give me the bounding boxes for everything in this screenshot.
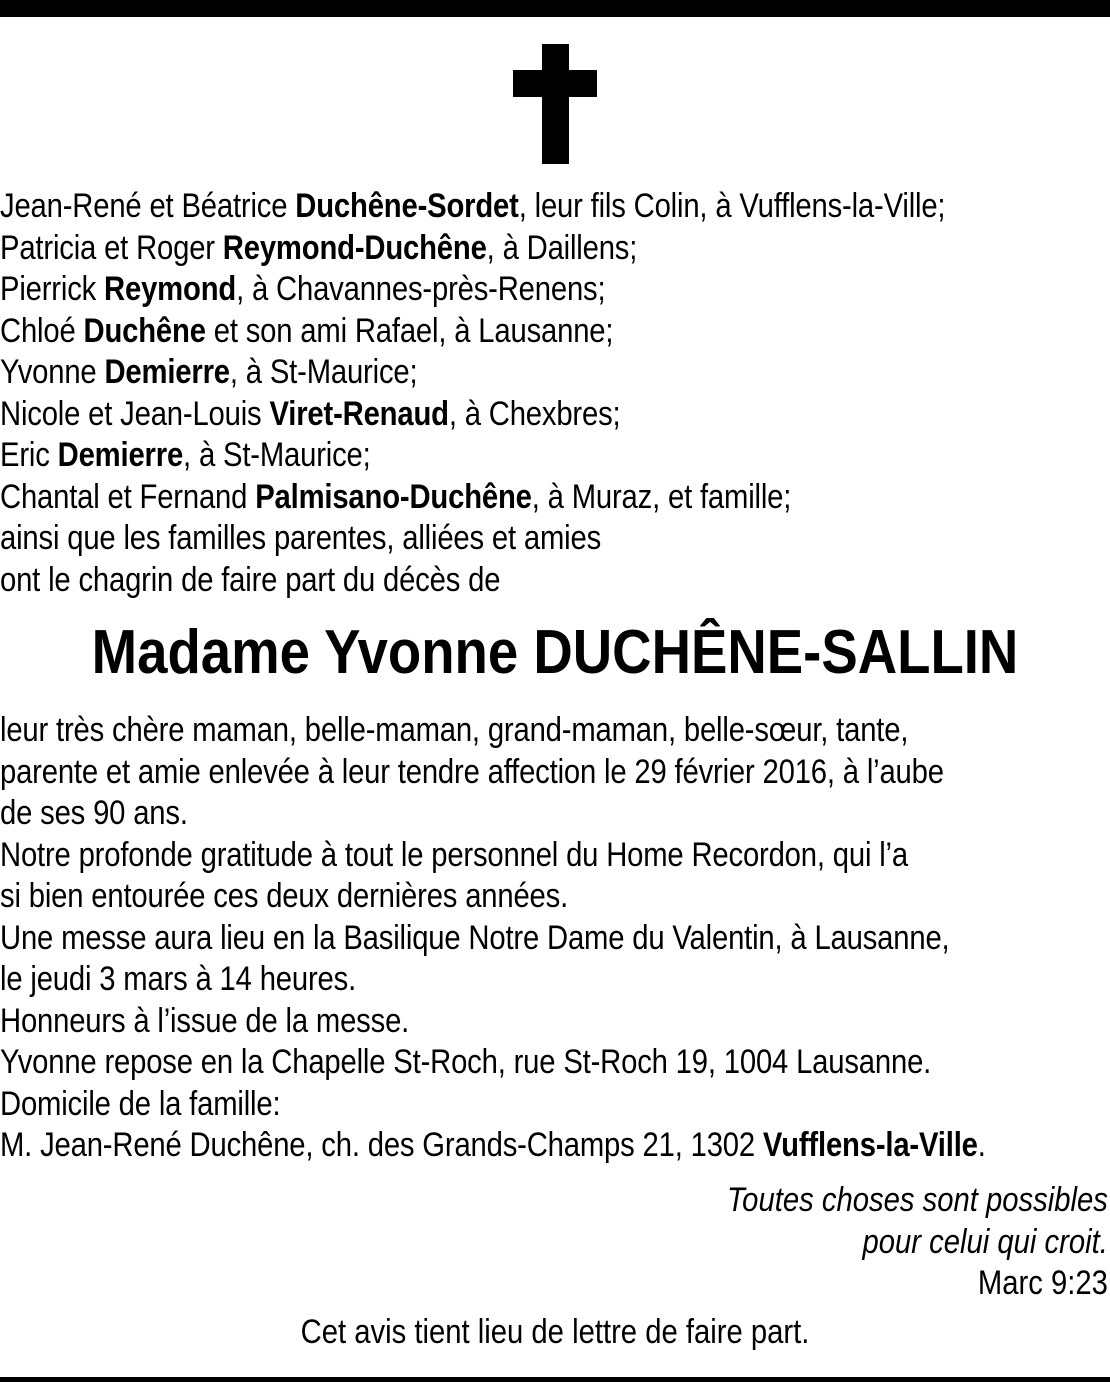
bottom-border-rule bbox=[0, 1377, 1110, 1382]
family-name: Demierre bbox=[104, 353, 230, 391]
bible-quote bbox=[665, 1180, 1108, 1305]
family-name: Viret-Renaud bbox=[269, 394, 449, 433]
top-border-rule bbox=[0, 0, 1110, 17]
body-line: parente et amie enlevée à leur tendre affection le 29 février 2016, à l’aube bbox=[0, 752, 944, 791]
family-line: Chloé Duchêne et son ami Rafael, à Lausanne; bbox=[0, 311, 614, 350]
quote-line-2: pour celui qui croit. bbox=[862, 1222, 1108, 1261]
family-name: Reymond-Duchêne bbox=[222, 228, 487, 267]
family-list bbox=[0, 186, 1110, 601]
body-line: Notre profonde gratitude à tout le personnel du Home Recordon, qui l’a bbox=[0, 835, 908, 874]
quote-line-1: Toutes choses sont possibles bbox=[727, 1181, 1108, 1219]
family-name: Palmisano-Duchêne bbox=[255, 477, 532, 516]
body-line: Yvonne repose en la Chapelle St-Roch, rue St-Roch 19, 1004 Lausanne. bbox=[0, 1043, 932, 1081]
family-name: Duchêne bbox=[83, 311, 206, 350]
body-line: Une messe aura lieu en la Basilique Notre Dame du Valentin, à Lausanne, bbox=[0, 918, 950, 957]
deceased-name-heading: Madame Yvonne DUCHÊNE-SALLIN bbox=[91, 618, 1019, 687]
family-line: Nicole et Jean-Louis Viret-Renaud, à Chexbres; bbox=[0, 394, 621, 433]
address-town: Vufflens-la-Ville bbox=[762, 1126, 978, 1164]
family-line: Chantal et Fernand Palmisano-Duchêne, à Muraz, et famille; bbox=[0, 477, 792, 516]
body-line: de ses 90 ans. bbox=[0, 794, 188, 832]
family-line: Jean-René et Béatrice Duchêne-Sordet, leur fils Colin, à Vufflens-la-Ville; bbox=[0, 187, 946, 225]
family-line: ainsi que les familles parentes, alliées et amies bbox=[0, 519, 602, 557]
body-line: leur très chère maman, belle-maman, grand-maman, belle-sœur, tante, bbox=[0, 711, 909, 749]
body-line: Domicile de la famille: bbox=[0, 1084, 281, 1123]
family-line: Pierrick Reymond, à Chavannes-près-Renens; bbox=[0, 270, 606, 308]
family-address-line: M. Jean-René Duchêne, ch. des Grands-Champs 21, 1302 Vufflens-la-Ville. bbox=[0, 1126, 986, 1164]
family-name: Demierre bbox=[57, 436, 184, 474]
family-line: Eric Demierre, à St-Maurice; bbox=[0, 436, 371, 474]
cross-icon bbox=[513, 44, 597, 164]
body-line: si bien entourée ces deux dernières années. bbox=[0, 877, 569, 915]
body-line: le jeudi 3 mars à 14 heures. bbox=[0, 960, 357, 998]
family-line: Yvonne Demierre, à St-Maurice; bbox=[0, 353, 418, 391]
notice-body bbox=[0, 710, 1110, 1167]
announcement-line: ont le chagrin de faire part du décès de bbox=[0, 560, 501, 599]
quote-reference: Marc 9:23 bbox=[977, 1264, 1108, 1302]
closing-note: Cet avis tient lieu de lettre de faire part. bbox=[300, 1313, 810, 1351]
family-line: Patricia et Roger Reymond-Duchêne, à Daillens; bbox=[0, 228, 638, 267]
body-line: Honneurs à l’issue de la messe. bbox=[0, 1001, 410, 1040]
family-name: Reymond bbox=[104, 270, 237, 308]
family-name: Duchêne-Sordet bbox=[295, 187, 519, 225]
